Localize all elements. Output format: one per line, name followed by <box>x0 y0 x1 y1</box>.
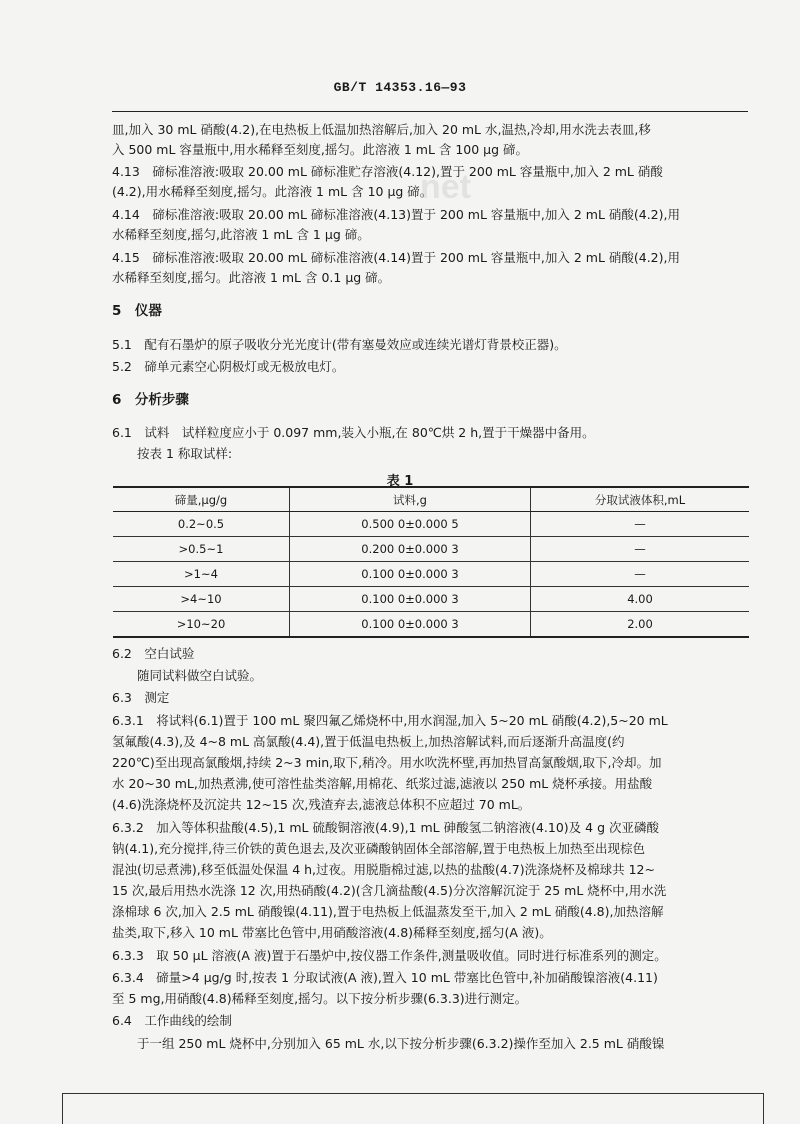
clause-4-14: 4.14 碲标准溶液:吸取 20.00 mL 碲标准溶液(4.13)置于 200 mL 容量瓶中,加入 2 mL 硝酸(4.2),用 <box>112 207 680 222</box>
table-header: 试料,g <box>290 487 531 512</box>
table-row <box>113 587 749 612</box>
text-line: 钠(4.1),充分搅拌,待三价铁的黄色退去,及次亚磷酸钠固体全部溶解,置于电热板上加热至出现棕色 <box>112 841 646 856</box>
clause-6-3-2: 6.3.2 加入等体积盐酸(4.5),1 mL 硫酸铜溶液(4.9),1 mL 砷酸氢二钠溶液(4.10)及 4 g 次亚磷酸 <box>112 820 659 835</box>
text-line: 随同试料做空白试验。 <box>137 668 263 683</box>
text-line: 皿,加入 30 mL 硝酸(4.2),在电热板上低温加热溶解后,加入 20 mL 水,温热,冷却,用水洗去表皿,移 <box>112 122 651 137</box>
text-line: 220℃)至出现高氯酸烟,持续 2~3 min,取下,稍冷。用水吹洗杯壁,再加热冒高氯酸烟,取下,冷却。加 <box>112 755 662 770</box>
text-line: (4.2),用水稀释至刻度,摇匀。此溶液 1 mL 含 10 μg 碲。 <box>112 184 433 199</box>
page-header-standard-number: GB/T 14353.16—93 <box>333 80 467 95</box>
section-5-heading: 5 仪器 <box>112 303 162 319</box>
table-1 <box>113 486 749 638</box>
clause-6-3-1: 6.3.1 将试料(6.1)置于 100 mL 聚四氟乙烯烧杯中,用水润湿,加入 5~20 mL 硝酸(4.2),5~20 mL <box>112 713 668 728</box>
clause-5-1: 5.1 配有石墨炉的原子吸收分光光度计(带有塞曼效应或连续光谱灯背景校正器)。 <box>112 337 567 352</box>
table-cell: 2.00 <box>531 612 750 638</box>
clause-5-2: 5.2 碲单元素空心阴极灯或无极放电灯。 <box>112 359 345 374</box>
text-line: 15 次,最后用热水洗涤 12 次,用热硝酸(4.2)(含几滴盐酸(4.5)分次溶解沉淀于 25 mL 烧杯中,用水洗 <box>112 883 667 898</box>
table-header: 分取试液体积,mL <box>531 487 750 512</box>
table-cell: 4.00 <box>531 587 750 612</box>
section-6-heading: 6 分析步骤 <box>112 392 189 408</box>
table-cell: 0.200 0±0.000 3 <box>290 537 531 562</box>
table-cell: 0.100 0±0.000 3 <box>290 612 531 638</box>
table-cell: — <box>531 562 750 587</box>
table-cell: >4~10 <box>113 587 290 612</box>
header-rule <box>112 111 748 112</box>
table-row <box>113 562 749 587</box>
table-caption: 表 1 <box>386 474 414 489</box>
clause-6-2: 6.2 空白试验 <box>112 646 195 661</box>
bottom-frame <box>62 1093 764 1124</box>
clause-6-4: 6.4 工作曲线的绘制 <box>112 1013 232 1028</box>
text-line: 按表 1 称取试样: <box>137 446 233 461</box>
table-row <box>113 612 749 638</box>
text-line: (4.6)洗涤烧杯及沉淀共 12~15 次,残渣弃去,滤液总体积不应超过 70 mL。 <box>112 797 531 812</box>
text-line: 水稀释至刻度,摇匀,此溶液 1 mL 含 1 μg 碲。 <box>112 227 370 242</box>
clause-6-3: 6.3 测定 <box>112 690 170 705</box>
text-line: 水稀释至刻度,摇匀。此溶液 1 mL 含 0.1 μg 碲。 <box>112 270 391 285</box>
text-line: 涤棉球 6 次,加入 2.5 mL 硝酸镍(4.11),置于电热板上低温蒸发至干,加入 2 mL 硝酸(4.8),加热溶解 <box>112 904 664 919</box>
text-line: 至 5 mg,用硝酸(4.8)稀释至刻度,摇匀。以下按分析步骤(6.3.3)进行测定。 <box>112 991 528 1006</box>
watermark: net <box>420 168 471 206</box>
table-cell: 0.100 0±0.000 3 <box>290 587 531 612</box>
text-line: 氢氟酸(4.3),及 4~8 mL 高氯酸(4.4),置于低温电热板上,加热溶解试料,而后逐渐升高温度(约 <box>112 734 625 749</box>
table-cell: — <box>531 537 750 562</box>
text-line: 盐类,取下,移入 10 mL 带塞比色管中,用硝酸溶液(4.8)稀释至刻度,摇匀(A 液)。 <box>112 925 552 940</box>
table-cell: >10~20 <box>113 612 290 638</box>
text-line: 水 20~30 mL,加热煮沸,使可溶性盐类溶解,用棉花、纸浆过滤,滤液以 250 mL 烧杯承接。用盐酸 <box>112 776 653 791</box>
table-header: 碲量,μg/g <box>113 487 290 512</box>
text-line: 混浊(切忌煮沸),移至低温处保温 4 h,过夜。用脱脂棉过滤,以热的盐酸(4.7)洗涤烧杯及棉球共 12~ <box>112 862 655 877</box>
table-row <box>113 512 749 537</box>
clause-6-3-4: 6.3.4 碲量>4 μg/g 时,按表 1 分取试液(A 液),置入 10 mL 带塞比色管中,补加硝酸镍溶液(4.11) <box>112 970 658 985</box>
clause-6-3-3: 6.3.3 取 50 μL 溶液(A 液)置于石墨炉中,按仪器工作条件,测量吸收值。同时进行标准系列的测定。 <box>112 948 667 963</box>
table-cell: >0.5~1 <box>113 537 290 562</box>
table-cell: 0.500 0±0.000 5 <box>290 512 531 537</box>
table-row <box>113 537 749 562</box>
clause-4-15: 4.15 碲标准溶液:吸取 20.00 mL 碲标准溶液(4.14)置于 200 mL 容量瓶中,加入 2 mL 硝酸(4.2),用 <box>112 250 680 265</box>
text-line: 于一组 250 mL 烧杯中,分别加入 65 mL 水,以下按分析步骤(6.3.2)操作至加入 2.5 mL 硝酸镍 <box>137 1036 665 1051</box>
text-line: 入 500 mL 容量瓶中,用水稀释至刻度,摇匀。此溶液 1 mL 含 100 μg 碲。 <box>112 142 529 157</box>
table-cell: 0.100 0±0.000 3 <box>290 562 531 587</box>
clause-6-1: 6.1 试料 试样粒度应小于 0.097 mm,装入小瓶,在 80℃烘 2 h,置于干燥器中备用。 <box>112 425 595 440</box>
clause-4-13: 4.13 碲标准溶液:吸取 20.00 mL 碲标准贮存溶液(4.12),置于 200 mL 容量瓶中,加入 2 mL 硝酸 <box>112 164 663 179</box>
table-cell: >1~4 <box>113 562 290 587</box>
table-cell: — <box>531 512 750 537</box>
table-cell: 0.2~0.5 <box>113 512 290 537</box>
